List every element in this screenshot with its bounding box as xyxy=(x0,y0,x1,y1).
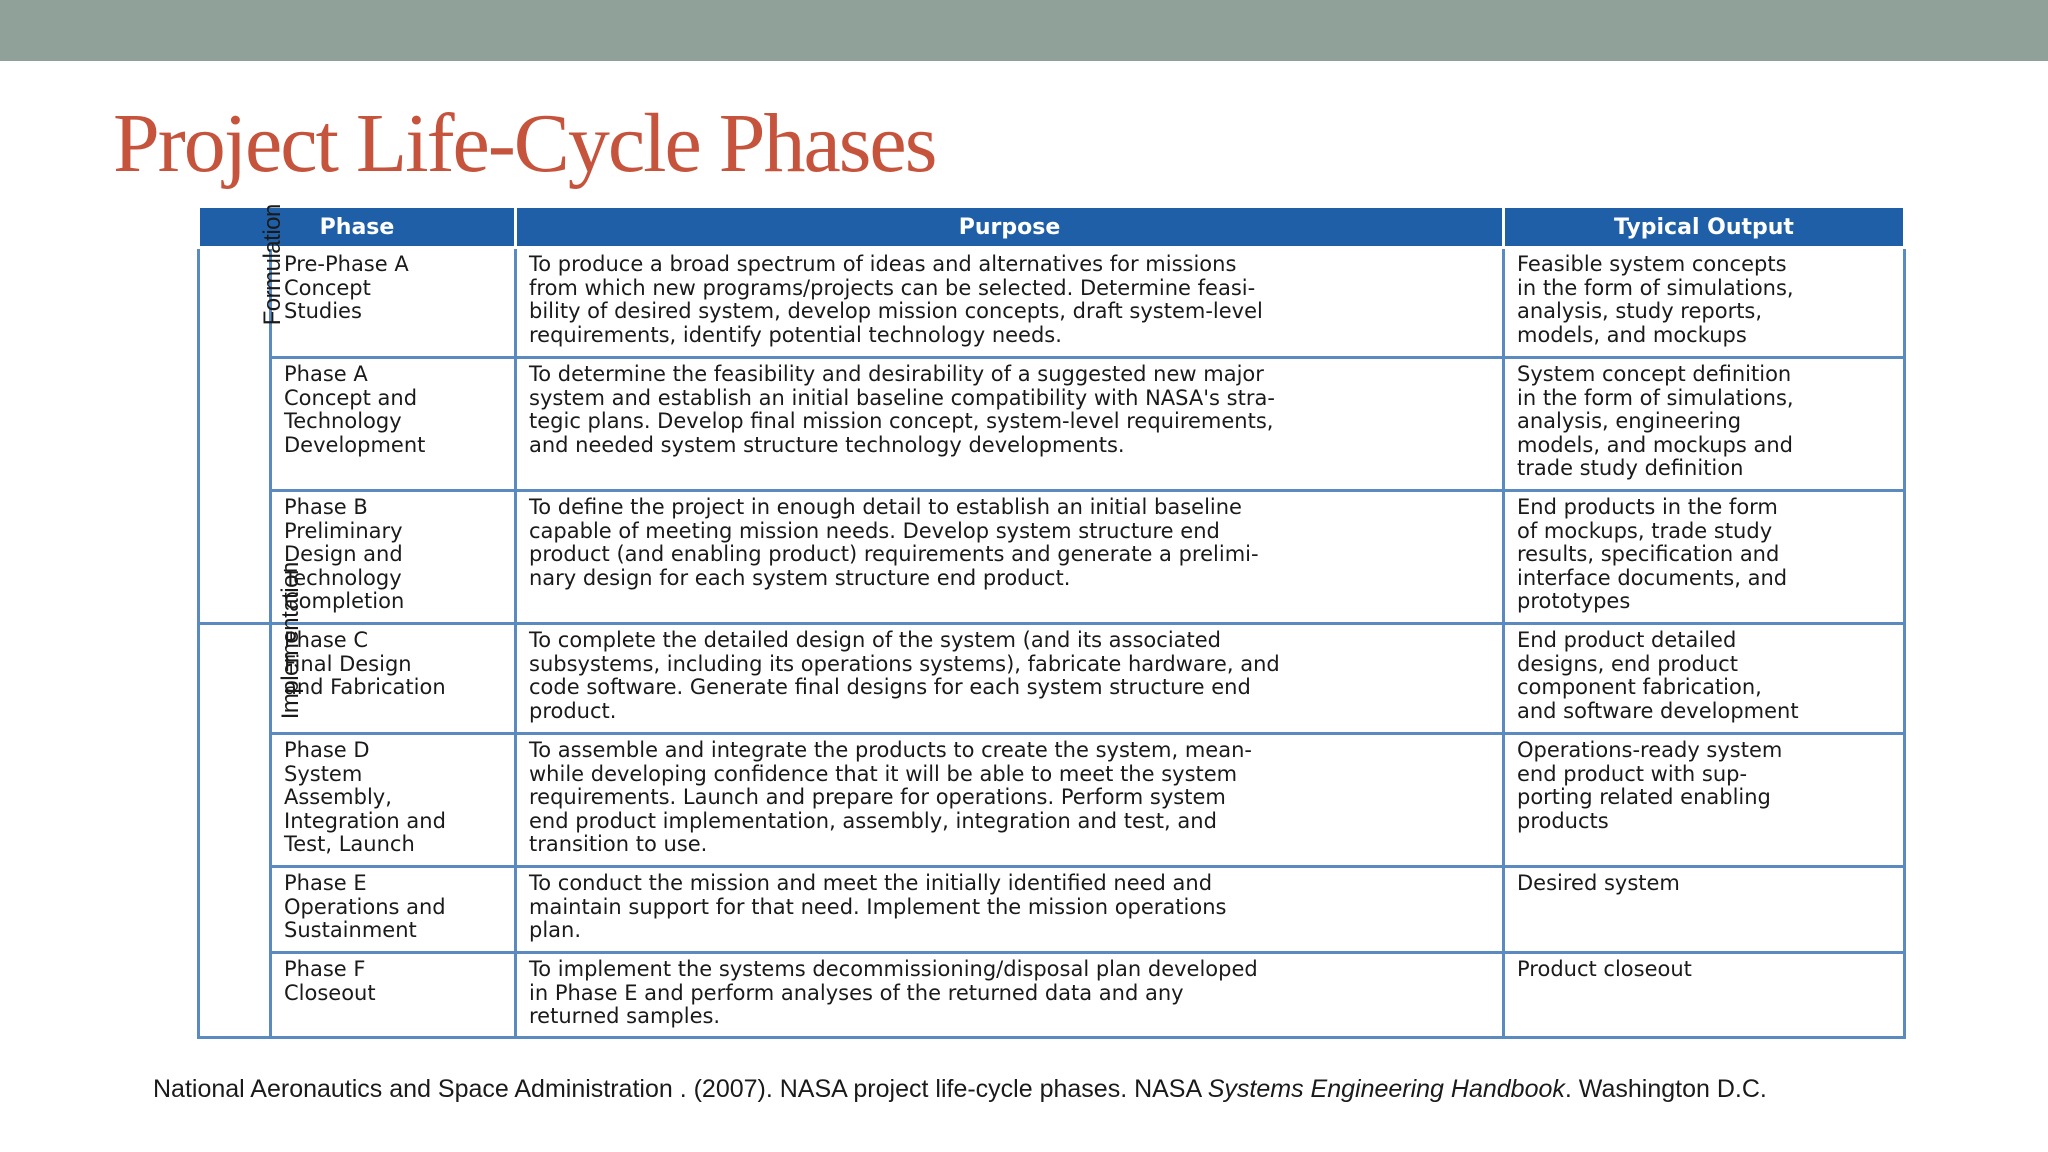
output-cell xyxy=(1504,358,1905,491)
slide-title: Project Life-Cycle Phases xyxy=(113,97,936,190)
output-text: Product closeout xyxy=(1517,957,1692,981)
purpose-text: To define the project in enough detail to establish an initial baseline capable of meeting mission needs. Develop system structure end product (and enabling product) requirements and generate a prelimi- nary design for each system structure end product. xyxy=(529,495,1259,590)
table-row xyxy=(199,734,1905,867)
output-cell xyxy=(1504,491,1905,624)
output-cell xyxy=(1504,953,1905,1038)
phase-cell xyxy=(271,491,516,624)
header-typical-output: Typical Output xyxy=(1504,207,1905,248)
table-row xyxy=(199,624,1905,734)
phase-cell xyxy=(271,248,516,358)
citation-book-title: Systems Engineering Handbook xyxy=(1207,1075,1565,1103)
citation xyxy=(153,1075,1767,1104)
output-text: Desired system xyxy=(1517,871,1680,895)
phase-name: Phase B Preliminary Design and Technology Completion xyxy=(284,495,405,613)
purpose-text: To implement the systems decommissioning/disposal plan developed in Phase E and perform analyses of the returned data and any returned samples. xyxy=(529,957,1258,1028)
table-row xyxy=(199,953,1905,1038)
purpose-text: To complete the detailed design of the system (and its associated subsystems, including its operations systems), fabricate hardware, and code software. Generate final designs for each system structure end product. xyxy=(529,628,1280,723)
output-text: End product detailed designs, end product component fabrication, and software development xyxy=(1517,628,1799,723)
phase-name: Pre-Phase A Concept Studies xyxy=(284,252,409,323)
purpose-text: To determine the feasibility and desirability of a suggested new major system and establish an initial baseline compatibility with NASA's stra- tegic plans. Develop final mission concept, system-level requirements, and needed system structure technology developments. xyxy=(529,362,1275,457)
header-phase: Phase xyxy=(199,207,516,248)
citation-text: National Aeronautics and Space Administration . (2007). NASA project life-cycle phases. NASA xyxy=(153,1075,1208,1103)
purpose-text: To conduct the mission and meet the initially identified need and maintain support for that need. Implement the mission operations plan. xyxy=(529,871,1227,942)
life-cycle-phases-table xyxy=(197,205,1906,1039)
table-header-row xyxy=(199,207,1905,248)
output-cell xyxy=(1504,624,1905,734)
purpose-cell xyxy=(516,491,1504,624)
phase-name: Phase E Operations and Sustainment xyxy=(284,871,446,942)
output-text: Operations-ready system end product with sup- porting related enabling products xyxy=(1517,738,1783,833)
phase-name: Phase F Closeout xyxy=(284,957,376,1005)
group-formulation xyxy=(199,204,286,624)
purpose-cell xyxy=(516,867,1504,953)
table-row xyxy=(199,248,1905,358)
table-row xyxy=(199,358,1905,491)
purpose-text: To assemble and integrate the products to create the system, mean- while developing confidence that it will be able to meet the system requirements. Launch and prepare for operations. Perform system end product implementation, assembly, integration and test, and transition to use. xyxy=(529,738,1252,856)
phase-name: Phase C Final Design and Fabrication xyxy=(284,628,446,699)
phase-cell xyxy=(271,358,516,491)
group-implementation xyxy=(199,562,304,1038)
table-row xyxy=(199,867,1905,953)
output-cell xyxy=(1504,867,1905,953)
purpose-cell xyxy=(516,734,1504,867)
phase-cell xyxy=(271,624,516,734)
life-cycle-table-container xyxy=(197,205,1903,1035)
header-purpose: Purpose xyxy=(516,207,1504,248)
output-text: Feasible system concepts in the form of simulations, analysis, study reports, models, and mockups xyxy=(1517,252,1794,347)
phase-cell xyxy=(271,867,516,953)
output-text: End products in the form of mockups, trade study results, specification and interface documents, and prototypes xyxy=(1517,495,1788,613)
output-cell xyxy=(1504,248,1905,358)
purpose-cell xyxy=(516,248,1504,358)
purpose-cell xyxy=(516,953,1504,1038)
phase-cell xyxy=(271,953,516,1038)
phase-name: Phase D System Assembly, Integration and Test, Launch xyxy=(284,738,446,856)
output-text: System concept definition in the form of simulations, analysis, engineering models, and mockups and trade study definition xyxy=(1517,362,1794,480)
phase-cell xyxy=(271,734,516,867)
output-cell xyxy=(1504,734,1905,867)
purpose-text: To produce a broad spectrum of ideas and alternatives for missions from which new programs/projects can be selected. Determine feasi- bility of desired system, develop mission concepts, draft system-level requirements, identify potential technology needs. xyxy=(529,252,1263,347)
purpose-cell xyxy=(516,358,1504,491)
group-label-formulation: Formulation xyxy=(258,204,286,326)
phase-name: Phase A Concept and Technology Development xyxy=(284,362,426,457)
top-banner-bar xyxy=(0,0,2048,61)
group-label-implementation: Implementation xyxy=(276,562,304,720)
table-row xyxy=(199,491,1905,624)
citation-text-end: . Washington D.C. xyxy=(1564,1075,1767,1103)
purpose-cell xyxy=(516,624,1504,734)
